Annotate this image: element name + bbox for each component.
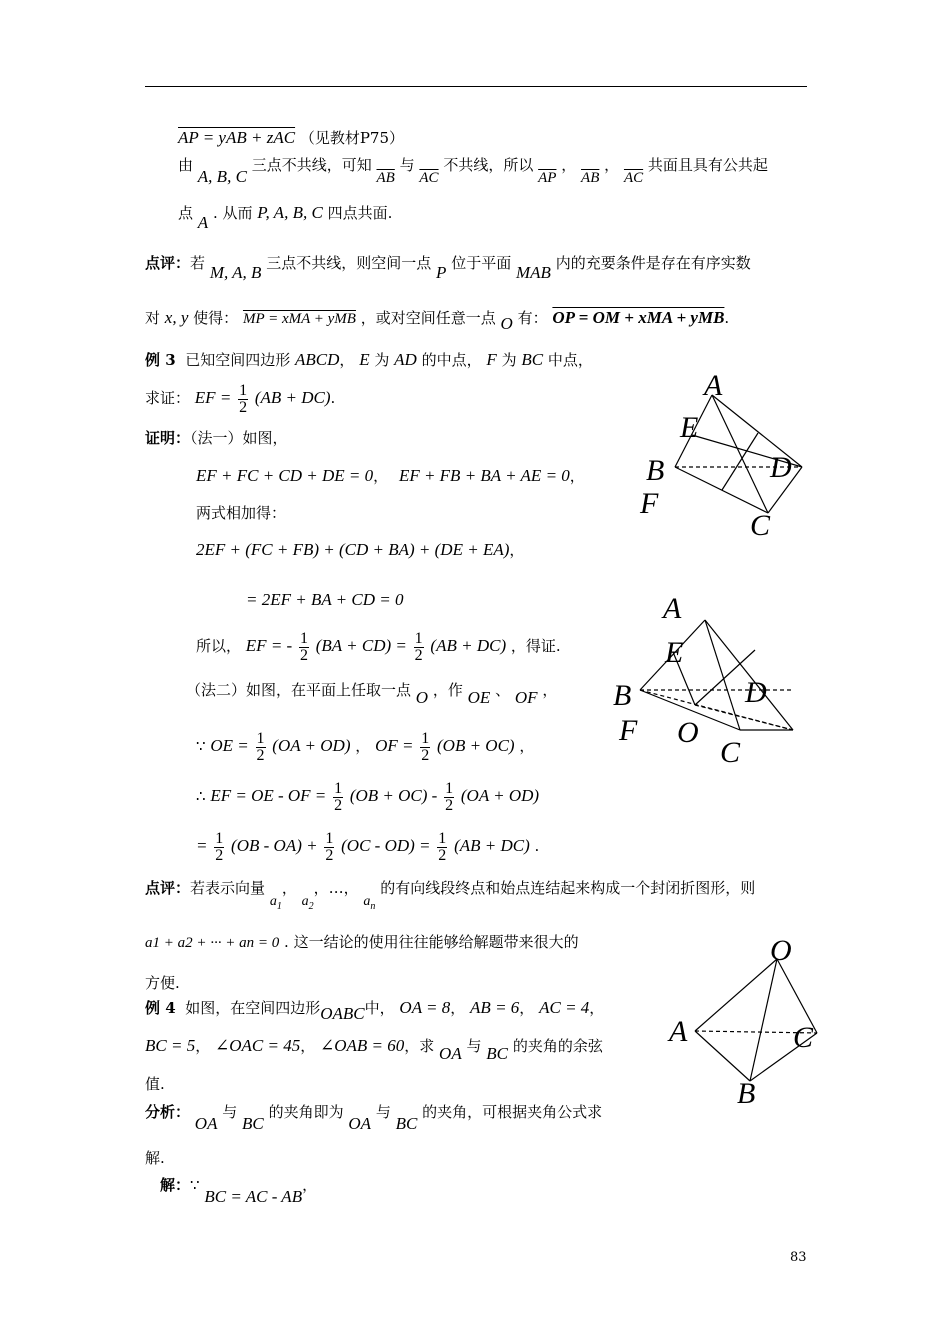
fig2-label-a: A — [663, 592, 682, 625]
fig1-label-b: B — [646, 454, 665, 487]
equation-4: 所以， EF = - $\frac{1}{2}$ (BA + CD) = $\frac{1}{2}$ (AB + DC) ，得证. — [196, 629, 561, 664]
prove-statement: 求证： EF = $\frac{1}{2}$ (AB + DC). — [145, 381, 336, 416]
equation-6: ∴ EF = OE - OF = $\frac{1}{2}$ (OB + OC) - $\frac{1}{2}$ (OA + OD) — [196, 779, 540, 814]
tetrahedron-figure-1 — [630, 365, 810, 545]
method-2-intro: （法二）如图，在平面上任取一点 O ，作 OE 、 OF ， — [186, 681, 558, 707]
line-ap-expr — [178, 128, 404, 148]
fig2-label-b: B — [613, 679, 632, 712]
analysis-line-2: 解. — [145, 1149, 165, 1167]
fig3-label-o: O — [770, 935, 792, 967]
fig1-label-f: F — [640, 487, 659, 520]
equation-1: EF + FC + CD + DE = 0， EF + FB + BA + AE = 0， — [196, 466, 585, 485]
example-4-line-3: 值. — [145, 1075, 165, 1093]
example-3-statement: 例 3 已知空间四边形 ABCD， E 为 AD 的中点， F 为 BC 中点， — [145, 350, 593, 369]
equation-2: 2EF + (FC + FB) + (CD + BA) + (DE + EA)， — [196, 540, 525, 559]
vector-expression: AP = yAB + zAC — [178, 128, 296, 147]
equation-5: ∵ OE = $\frac{1}{2}$ (OA + OD) ， OF = $\frac{1}{2}$ (OB + OC) ， — [196, 729, 535, 764]
line-noncollinear: 由 A, B, C 三点不共线，可知 $\overline{AB}$ 与 $\overline{AC}$ 不共线，所以 $\overline{AP}$ ， $\overline{AB}$ ， $\overline{AC}$ 共面且具有公共起 — [178, 156, 768, 186]
tetrahedron-figure-3 — [665, 935, 830, 1110]
fig2-label-o: O — [677, 716, 699, 749]
header-rule — [145, 86, 807, 87]
equation-7: = $\frac{1}{2}$ (OB - OA) + $\frac{1}{2}$ (OC - OD) = $\frac{1}{2}$ (AB + DC) . — [196, 829, 540, 864]
example-4-line-2: BC = 5， ∠OAC = 45， ∠OAB = 60，求 OA 与 BC 的夹角的余弦 — [145, 1036, 603, 1063]
line-coplanar: 点 A . 从而 P, A, B, C 四点共面. — [178, 203, 393, 232]
example-label: 例 3 — [145, 351, 176, 369]
remark-1-line-1: 点评：若 M, A, B 三点不共线，则空间一点 P 位于平面 MAB 内的充要条件是存在有序实数 — [145, 254, 751, 282]
fig3-label-c: C — [793, 1021, 814, 1054]
fig1-label-c: C — [750, 509, 771, 542]
tetrahedron-figure-2 — [605, 590, 805, 770]
remark-label: 点评： — [145, 254, 191, 272]
fig2-label-f: F — [619, 714, 638, 747]
remark-2-line-2: a1 + a2 + ··· + an = 0 . 这一结论的使用往往能够给解题带来很大的 — [145, 933, 579, 951]
sum-text: 两式相加得： — [196, 504, 287, 522]
fig2-label-c: C — [720, 736, 741, 769]
fraction-half: $\frac{1}{2}$ — [239, 381, 248, 416]
fig3-label-a: A — [669, 1015, 688, 1048]
remark-2-line-1: 点评：若表示向量 $a_1$， $a_2$，…， $a_n$ 的有向线段终点和始点连结起来构成一个封闭折图形，则 — [145, 879, 756, 912]
remark-1-line-2: 对 x, y 使得： MP = xMA + yMB ，或对空间任意一点 O 有： OP = OM + xMA + yMB. — [145, 308, 730, 333]
solution-line: 解：∵ BC = AC - AB， — [160, 1176, 318, 1206]
fig1-label-a: A — [704, 369, 723, 402]
textbook-note: （见教材P75） — [299, 129, 405, 147]
page-number: 83 — [790, 1250, 807, 1265]
remark-2-line-3: 方便. — [145, 974, 180, 992]
analysis-line-1: 分析： OA 与 BC 的夹角即为 OA 与 BC 的夹角，可根据夹角公式求 — [145, 1103, 603, 1133]
fig3-label-b: B — [737, 1077, 756, 1110]
fig2-label-e: E — [665, 636, 684, 669]
fig1-label-e: E — [680, 411, 699, 444]
fig1-label-d: D — [770, 451, 792, 484]
example-4-line-1: 例 4 如图，在空间四边形OABC中， OA = 8， AB = 6， AC = 4， — [145, 998, 605, 1023]
equation-3: = 2EF + BA + CD = 0 — [246, 590, 404, 609]
proof-intro: 证明：（法一）如图， — [145, 429, 288, 447]
fig2-label-d: D — [745, 676, 767, 709]
